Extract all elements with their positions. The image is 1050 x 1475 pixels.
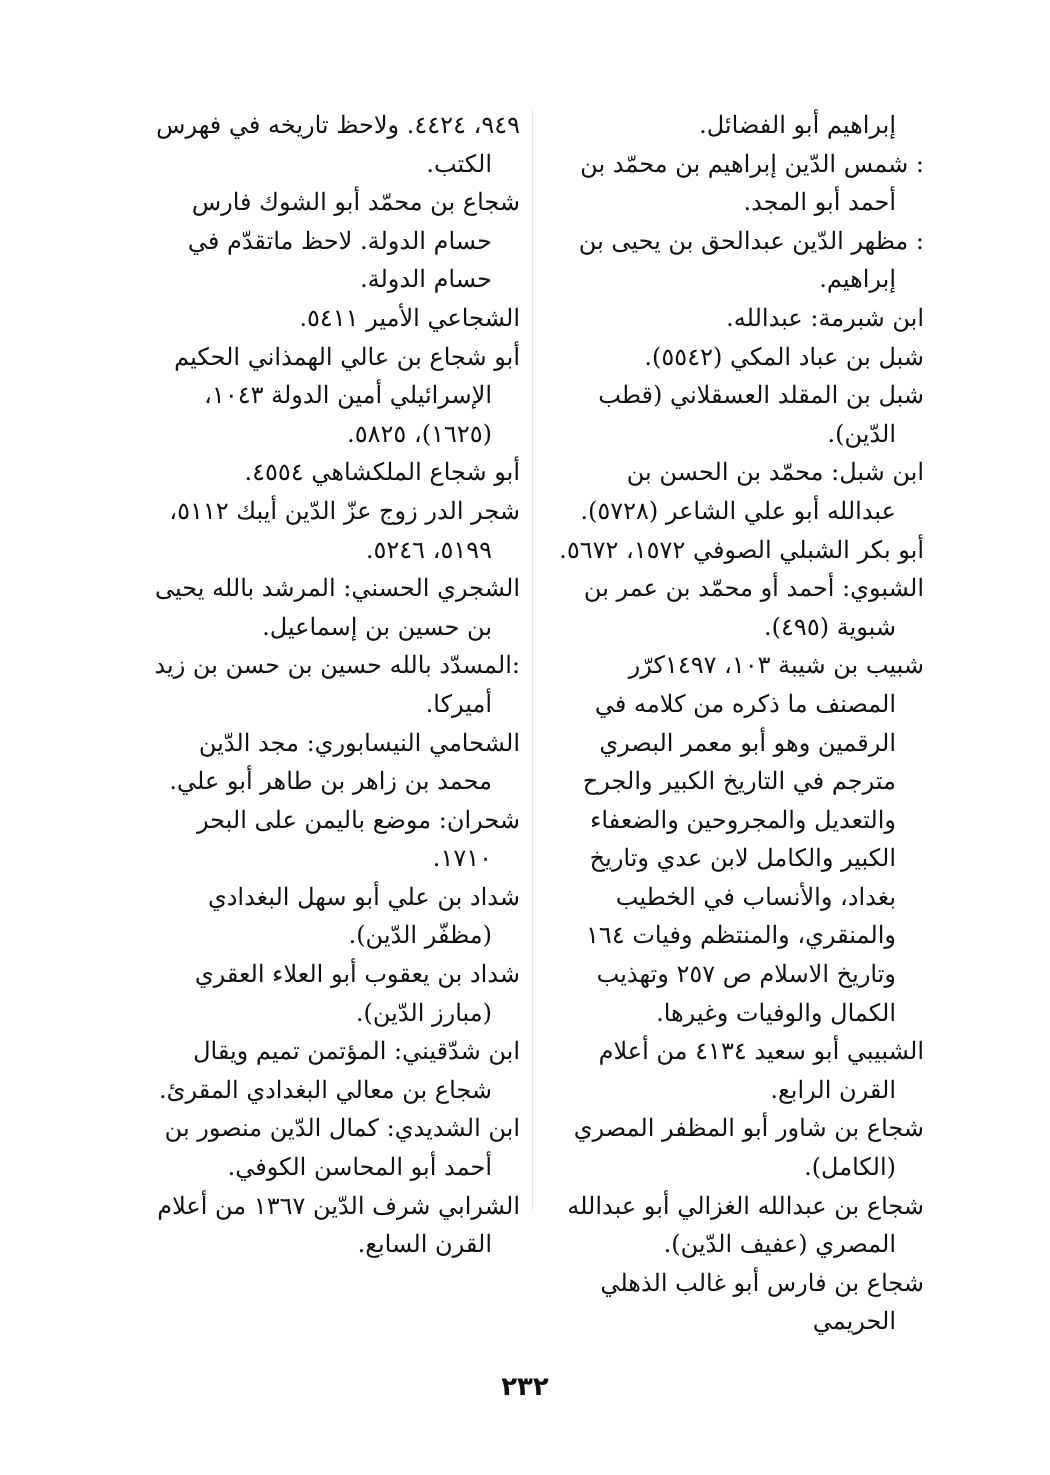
index-entry: شجاع بن شاور أبو المظفر المصري (الكامل). — [573, 1114, 924, 1182]
index-entry: شجاع بن فارس أبو غالب الذهلي الحريمي — [600, 1268, 924, 1336]
page-number: ٢٣٢ — [501, 1372, 549, 1402]
index-entry: الشجري الحسني: المرشد بالله يحيى بن حسين بن إسماعيل. — [155, 574, 520, 641]
index-entry-continued: ٩٤٩، ٤٤٢٤. ولاحظ تاريخه في فهرس الكتب. — [156, 111, 520, 178]
left-column — [150, 106, 520, 1264]
index-entry: الشبيبي أبو سعيد ٤١٣٤ من أعلام القرن الرابع. — [598, 1037, 924, 1104]
index-entry: شحران: موضع باليمن على البحر ١٧١٠. — [196, 805, 520, 873]
index-entry: ابن شبل: محمّد بن الحسن بن عبدالله أبو علي الشاعر (٥٧٢٨). — [580, 458, 924, 525]
index-entry: شبيب بن شيبة ١٠٣، ١٤٩٧كرّر المصنف ما ذكره من كلامه في الرقمين وهو أبو معمر البصري مترجم في التاريخ الكبير والجرح والتعديل والمجروحين والضعفاء الكبير والكامل لابن عدي وتاريخ بغداد، والأنساب في الخطيب والمنقري، والمنتظم وفيات ١٦٤ وتاريخ الاسلام ص ٢٥٧ وتهذيب الكمال والوفيات وغيرها. — [582, 651, 924, 1027]
index-entry: شجاع بن عبدالله الغزالي أبو عبدالله المصري (عفيف الدّين). — [567, 1191, 924, 1259]
index-entry: : شمس الدّين إبراهيم بن محمّد بن أحمد أبو المجد. — [580, 149, 924, 217]
index-entry: ابن الشديدي: كمال الدّين منصور بن أحمد أبو المحاسن الكوفي. — [164, 1114, 520, 1182]
index-entry: ابن شبرمة: عبدالله. — [726, 303, 924, 332]
index-entry: شجاع بن محمّد أبو الشوك فارس حسام الدولة. لاحظ ماتقدّم في حسام الدولة. — [187, 188, 520, 294]
index-entry: الشجاعي الأمير ٥٤١١. — [299, 303, 520, 332]
index-entry: شداد بن يعقوب أبو العلاء العقري (مبارز الدّين). — [194, 960, 520, 1027]
index-entry: : مظهر الدّين عبدالحق بن يحيى بن إبراهيم. — [578, 226, 924, 294]
index-entry: الشحامي النيسابوري: مجد الدّين محمد بن زاهر بن طاهر أبو علي. — [169, 728, 520, 796]
index-entry: أبو بكر الشبلي الصوفي ١٥٧٢، ٥٦٧٢. — [559, 535, 924, 564]
index-entry: ابن شدّقيني: المؤتمن تميم ويقال شجاع بن معالي البغدادي المقرئ. — [159, 1037, 520, 1104]
index-entry: شداد بن علي أبو سهل البغدادي (مظفّر الدّين). — [207, 882, 520, 950]
index-entry: شجر الدر زوج عزّ الدّين أيبك ٥١١٢، ٥١٩٩، ٥٢٤٦. — [169, 496, 520, 564]
index-entry: شبل بن المقلد العسقلاني (قطب الدّين). — [598, 381, 924, 448]
right-column — [552, 106, 924, 1341]
index-entry: إبراهيم أبو الفضائل. — [699, 111, 896, 139]
index-entry: شبل بن عباد المكي (٥٥٤٢). — [644, 342, 924, 371]
index-entry: :المسدّد بالله حسين بن حسن بن زيد أميركا. — [154, 651, 520, 718]
column-divider — [532, 110, 533, 1210]
index-entry: الشرابي شرف الدّين ١٣٦٧ من أعلام القرن السابع. — [157, 1191, 520, 1259]
index-entry: أبو شجاع بن عالي الهمذاني الحكيم الإسرائيلي أمين الدولة ١٠٤٣، (١٦٢٥)، ٥٨٢٥. — [174, 342, 520, 448]
index-entry: أبو شجاع الملكشاهي ٤٥٥٤. — [244, 458, 520, 487]
index-entry: الشبوي: أحمد أو محمّد بن عمر بن شبوية (٤٩٥). — [583, 574, 924, 641]
